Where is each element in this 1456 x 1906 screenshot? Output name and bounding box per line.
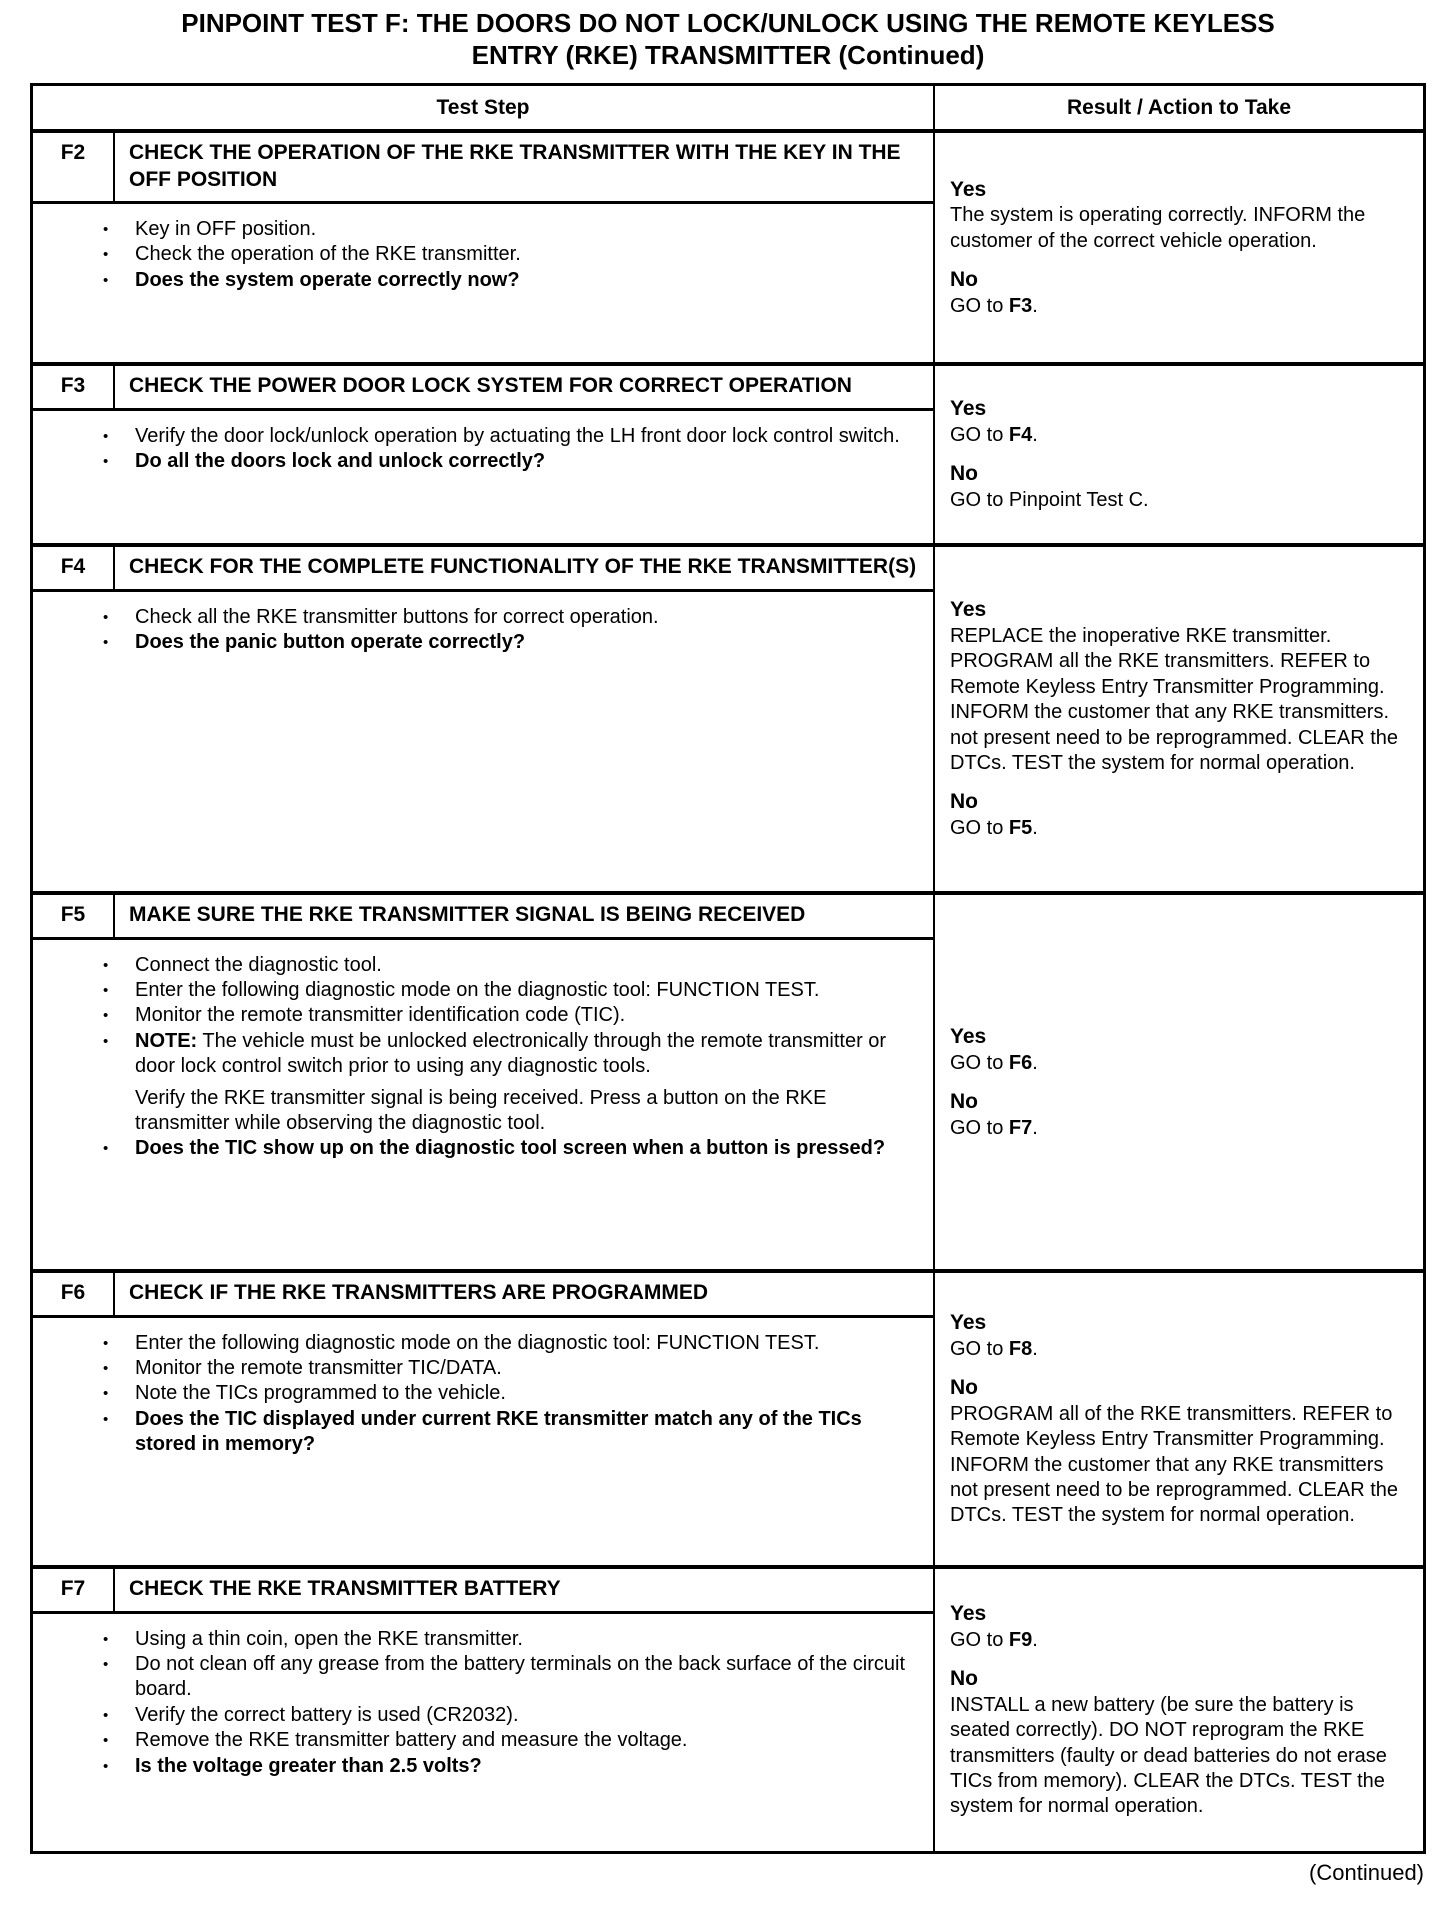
step-text — [135, 424, 913, 449]
bullet-dot: • — [103, 634, 109, 652]
text-segment: Enter the following diagnostic mode on the diagnostic tool: FUNCTION TEST. — [135, 1331, 820, 1354]
text-segment: F6 — [1008, 1051, 1033, 1074]
text-segment: Remove the RKE transmitter battery and measure the voltage. — [135, 1729, 688, 1752]
text-segment: . — [1032, 1628, 1038, 1651]
test-step-cell — [33, 895, 935, 1269]
test-row-f4 — [33, 543, 1423, 891]
result-action — [950, 816, 1407, 841]
bullet-spacer — [103, 1086, 135, 1137]
text-segment: GO to — [950, 1337, 1009, 1360]
result-action — [950, 1051, 1407, 1076]
text-segment: Do all the doors lock and unlock correctly? — [135, 450, 546, 473]
text-segment: REPLACE the inoperative RKE transmitter. PROGRAM all the RKE transmitters. REFER to Remote Keyless Entry Transmitter Programming. INFORM the customer that any RKE transmitters. not present need to be reprogrammed. CLEAR the DTCs. TEST the system for normal operation. — [950, 625, 1399, 775]
bullet-dot: • — [103, 1007, 109, 1025]
text-segment: Does the system operate correctly now? — [135, 268, 520, 291]
text-segment: INSTALL a new battery (be sure the battery is seated correctly). DO NOT reprogram the RKE transmitters (faulty or dead batteries do not erase TICs from memory). CLEAR the DTCs. TEST the system for normal operation. — [950, 1693, 1387, 1818]
step-text — [135, 1652, 913, 1703]
text-segment: . — [1032, 817, 1038, 840]
bullet-dot: • — [103, 956, 109, 974]
step-text — [135, 268, 913, 293]
result-cell — [935, 1569, 1423, 1851]
step-text — [135, 242, 913, 267]
step-text — [135, 605, 913, 630]
result-answer: Yes — [950, 177, 987, 201]
step-item — [103, 1086, 913, 1137]
result-group — [950, 789, 1407, 841]
step-text — [135, 1728, 913, 1753]
text-segment: Using a thin coin, open the RKE transmitter. — [135, 1627, 523, 1650]
result-action — [950, 1693, 1407, 1820]
test-row-f6 — [33, 1269, 1423, 1565]
result-answer: No — [950, 462, 978, 486]
result-cell — [935, 1273, 1423, 1565]
row-id: F6 — [33, 1273, 115, 1314]
bullet-dot: • — [103, 1757, 109, 1775]
bullet-dot: • — [103, 608, 109, 626]
result-answer: No — [950, 1089, 978, 1113]
step-text — [135, 1754, 913, 1779]
result-group — [950, 1375, 1407, 1529]
step-text — [135, 1703, 913, 1728]
text-segment: Verify the correct battery is used (CR2032). — [135, 1703, 519, 1726]
text-segment: GO to — [950, 1628, 1009, 1651]
result-group — [950, 1089, 1407, 1141]
text-segment: F5 — [1008, 817, 1033, 840]
text-segment: GO to — [950, 1116, 1009, 1139]
row-title: CHECK THE RKE TRANSMITTER BATTERY — [129, 1577, 561, 1601]
page-title: PINPOINT TEST F: THE DOORS DO NOT LOCK/UNLOCK USING THE REMOTE KEYLESS ENTRY (RKE) TRANSMITTER (Continued) — [181, 8, 1275, 70]
footer-continued: (Continued) — [1309, 1860, 1424, 1886]
step-list — [33, 411, 933, 487]
header-cell-test-step: Test Step — [33, 86, 935, 129]
row-title: CHECK THE POWER DOOR LOCK SYSTEM FOR CORRECT OPERATION — [129, 374, 852, 398]
row-header — [33, 366, 933, 410]
result-answer: Yes — [950, 397, 987, 421]
text-segment: Does the panic button operate correctly? — [135, 631, 526, 654]
step-item — [103, 1627, 913, 1652]
step-item — [103, 268, 913, 293]
step-text — [135, 953, 913, 978]
step-list — [33, 204, 933, 305]
step-item — [103, 1029, 913, 1080]
text-segment: The system is operating correctly. INFORM the customer of the correct vehicle operation. — [950, 204, 1366, 252]
bullet-dot: • — [103, 453, 109, 471]
step-text — [135, 1136, 913, 1161]
test-row-f5 — [33, 891, 1423, 1269]
step-item — [103, 217, 913, 242]
text-segment: Verify the door lock/unlock operation by actuating the LH front door lock control switch. — [135, 424, 900, 447]
step-item — [103, 978, 913, 1003]
result-group — [950, 396, 1407, 448]
step-item — [103, 1331, 913, 1356]
result-action — [950, 1402, 1407, 1529]
result-action — [950, 624, 1407, 776]
row-id: F4 — [33, 547, 115, 588]
result-cell — [935, 547, 1423, 891]
text-segment: Connect the diagnostic tool. — [135, 953, 382, 976]
bullet-dot: • — [103, 220, 109, 238]
text-segment: GO to — [950, 294, 1009, 317]
text-segment: Is the voltage greater than 2.5 volts? — [135, 1754, 482, 1777]
step-text — [135, 978, 913, 1003]
test-row-f7 — [33, 1565, 1423, 1851]
result-group — [950, 1601, 1407, 1653]
step-text — [135, 1381, 913, 1406]
row-header — [33, 1273, 933, 1317]
text-segment: . — [1032, 424, 1038, 447]
text-segment: Check all the RKE transmitter buttons for correct operation. — [135, 605, 659, 628]
text-segment: NOTE: — [135, 1029, 198, 1052]
text-segment: Monitor the remote transmitter TIC/DATA. — [135, 1357, 502, 1380]
bullet-dot: • — [103, 427, 109, 445]
step-text — [135, 1407, 913, 1458]
text-segment: GO to — [950, 424, 1009, 447]
text-segment: . — [1032, 1337, 1038, 1360]
step-item — [103, 1381, 913, 1406]
row-header — [33, 1569, 933, 1613]
result-group — [950, 461, 1407, 513]
bullet-dot: • — [103, 1360, 109, 1378]
bullet-dot: • — [103, 1140, 109, 1158]
text-segment: . — [1032, 1116, 1038, 1139]
step-item — [103, 953, 913, 978]
step-text — [135, 1029, 913, 1080]
text-segment: Do not clean off any grease from the battery terminals on the back surface of the circuit board. — [135, 1653, 906, 1701]
step-text — [135, 1003, 913, 1028]
result-action — [950, 294, 1407, 319]
bullet-dot: • — [103, 1732, 109, 1750]
bullet-dot: • — [103, 246, 109, 264]
step-item — [103, 1652, 913, 1703]
row-header — [33, 133, 933, 204]
bullet-dot: • — [103, 1385, 109, 1403]
row-id: F5 — [33, 895, 115, 936]
bullet-dot: • — [103, 1334, 109, 1352]
text-segment: GO to — [950, 1051, 1009, 1074]
pinpoint-test-table — [30, 83, 1426, 1854]
text-segment: PROGRAM all of the RKE transmitters. REFER to Remote Keyless Entry Transmitter Programming. INFORM the customer that any RKE transmitters not present need to be reprogrammed. CLEAR the DTCs. TEST the system for normal operation. — [950, 1402, 1399, 1527]
bullet-dot: • — [103, 1032, 109, 1050]
text-segment: Key in OFF position. — [135, 217, 317, 240]
text-segment: F9 — [1008, 1628, 1033, 1651]
step-item — [103, 424, 913, 449]
result-group — [950, 1310, 1407, 1362]
text-segment: GO to Pinpoint Test C. — [950, 489, 1149, 512]
row-title: CHECK THE OPERATION OF THE RKE TRANSMITTER WITH THE KEY IN THE OFF POSITION — [129, 141, 901, 191]
result-answer: Yes — [950, 1311, 987, 1335]
row-header — [33, 895, 933, 939]
text-segment: F4 — [1008, 424, 1033, 447]
result-group — [950, 267, 1407, 319]
result-answer: Yes — [950, 1024, 987, 1048]
bullet-dot: • — [103, 1630, 109, 1648]
step-text — [135, 449, 913, 474]
text-segment: Note the TICs programmed to the vehicle. — [135, 1382, 506, 1405]
result-cell — [935, 895, 1423, 1269]
row-title: CHECK IF THE RKE TRANSMITTERS ARE PROGRAMMED — [129, 1281, 709, 1305]
header-cell-result: Result / Action to Take — [1066, 96, 1292, 120]
result-answer: No — [950, 790, 978, 814]
bullet-dot: • — [103, 271, 109, 289]
text-segment: F8 — [1008, 1337, 1033, 1360]
step-item — [103, 449, 913, 474]
step-item — [103, 630, 913, 655]
result-cell — [935, 133, 1423, 362]
step-item — [103, 1407, 913, 1458]
result-answer: No — [950, 1376, 978, 1400]
result-action — [950, 203, 1407, 254]
result-answer: Yes — [950, 598, 987, 622]
test-step-cell — [33, 1569, 935, 1851]
step-item — [103, 1356, 913, 1381]
test-row-f3 — [33, 362, 1423, 543]
text-segment: F7 — [1008, 1116, 1033, 1139]
step-item — [103, 1703, 913, 1728]
step-list — [33, 1614, 933, 1791]
result-answer: No — [950, 268, 978, 292]
step-item — [103, 1136, 913, 1161]
text-segment: . — [1032, 1051, 1038, 1074]
step-item — [103, 605, 913, 630]
text-segment: . — [1032, 294, 1038, 317]
test-step-cell — [33, 133, 935, 362]
step-list — [33, 940, 933, 1174]
text-segment: F3 — [1008, 294, 1033, 317]
step-item — [103, 242, 913, 267]
text-segment: Check the operation of the RKE transmitter. — [135, 243, 521, 266]
text-segment: Verify the RKE transmitter signal is being received. Press a button on the RKE transmitter while observing the diagnostic tool. — [135, 1086, 827, 1135]
text-segment: The vehicle must be unlocked electronically through the remote transmitter or door lock control switch prior to using any diagnostic tools. — [135, 1029, 887, 1078]
step-list — [33, 592, 933, 668]
result-action — [950, 1116, 1407, 1141]
step-text — [135, 630, 913, 655]
step-text — [135, 1331, 913, 1356]
text-segment: Does the TIC show up on the diagnostic tool screen when a button is pressed? — [135, 1137, 886, 1160]
result-group — [950, 1666, 1407, 1820]
row-id: F2 — [33, 133, 115, 201]
row-header — [33, 547, 933, 591]
row-title: MAKE SURE THE RKE TRANSMITTER SIGNAL IS BEING RECEIVED — [129, 903, 806, 927]
step-item — [103, 1728, 913, 1753]
text-segment: Does the TIC displayed under current RKE transmitter match any of the TICs stored in memory? — [135, 1407, 862, 1456]
test-row-f2 — [33, 129, 1423, 362]
step-item — [103, 1003, 913, 1028]
row-id: F3 — [33, 366, 115, 407]
result-group — [950, 177, 1407, 254]
text-segment: Enter the following diagnostic mode on the diagnostic tool: FUNCTION TEST. — [135, 979, 820, 1002]
step-text — [135, 1086, 913, 1137]
bullet-dot: • — [103, 1410, 109, 1428]
step-text — [135, 1356, 913, 1381]
test-step-cell — [33, 366, 935, 543]
result-action — [950, 488, 1407, 513]
table-header-row — [33, 86, 1423, 129]
result-action — [950, 423, 1407, 448]
result-action — [950, 1628, 1407, 1653]
table-body — [33, 129, 1423, 1851]
result-cell — [935, 366, 1423, 543]
row-title: CHECK FOR THE COMPLETE FUNCTIONALITY OF THE RKE TRANSMITTER(S) — [129, 555, 917, 579]
test-step-cell — [33, 1273, 935, 1565]
step-item — [103, 1754, 913, 1779]
bullet-dot: • — [103, 1706, 109, 1724]
test-step-cell — [33, 547, 935, 891]
step-list — [33, 1318, 933, 1470]
step-text — [135, 217, 913, 242]
result-action — [950, 1337, 1407, 1362]
text-segment: Monitor the remote transmitter identification code (TIC). — [135, 1004, 626, 1027]
text-segment: GO to — [950, 817, 1009, 840]
result-answer: Yes — [950, 1602, 987, 1626]
result-group — [950, 1024, 1407, 1076]
bullet-dot: • — [103, 1656, 109, 1674]
bullet-dot: • — [103, 982, 109, 1000]
row-id: F7 — [33, 1569, 115, 1610]
result-answer: No — [950, 1667, 978, 1691]
result-group — [950, 597, 1407, 776]
step-text — [135, 1627, 913, 1652]
